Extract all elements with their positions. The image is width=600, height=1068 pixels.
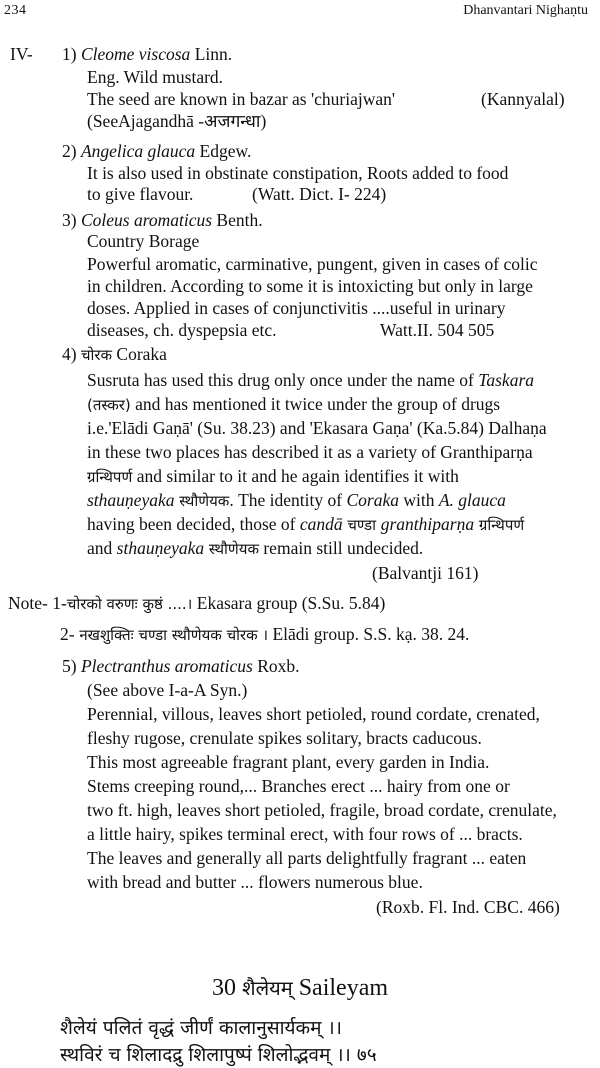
entry-3-ref: Watt.II. 504 505 bbox=[380, 320, 495, 340]
entry-4-heading: 4) चोरक Coraka bbox=[62, 344, 167, 364]
entry-4-line: (तस्कर) and has mentioned it twice under the group of drugs bbox=[87, 394, 501, 414]
entry-5-line: Stems creeping round,... Branches erect ... hairy from one or bbox=[87, 776, 510, 796]
entry-4-line: Susruta has used this drug only once under the name of Taskara bbox=[87, 370, 535, 390]
entry-5-line: Perennial, villous, leaves short petioled, round cordate, crenated, bbox=[87, 704, 540, 724]
entry-3-line: Country Borage bbox=[87, 231, 200, 251]
verse-line: स्थविरं च शिलादद्रु शिलापुष्पं शिलोद्भवम् ।। ७५ bbox=[60, 1044, 377, 1066]
entry-3-line: doses. Applied in cases of conjunctivitis ....useful in urinary bbox=[87, 298, 506, 318]
entry-2-heading: 2) Angelica glauca Edgew. bbox=[62, 141, 252, 161]
entry-3-species: Coleus aromaticus bbox=[80, 210, 213, 230]
entry-5-species: Plectranthus aromaticus bbox=[80, 656, 253, 676]
entry-2-species: Angelica glauca bbox=[80, 141, 196, 161]
entry-4-line: in these two places has described it as a variety of Granthiparṇa bbox=[87, 442, 533, 462]
entry-5-line: a little hairy, spikes terminal erect, with four rows of ... bracts. bbox=[87, 824, 523, 844]
entry-5-line: The leaves and generally all parts delightfully fragrant ... eaten bbox=[87, 848, 527, 868]
entry-3-line: in children. According to some it is intoxicting but only in large bbox=[87, 276, 533, 296]
entry-5-line: (See above I-a-A Syn.) bbox=[87, 680, 248, 700]
entry-5-line: This most agreeable fragrant plant, every garden in India. bbox=[87, 752, 490, 772]
entry-1-line: Eng. Wild mustard. bbox=[87, 67, 224, 87]
running-title: Dhanvantari Nighaṇtu bbox=[463, 3, 588, 18]
entry-5-line: two ft. high, leaves short petioled, fragile, broad cordate, crenulate, bbox=[87, 800, 557, 820]
entry-5-ref: (Roxb. Fl. Ind. CBC. 466) bbox=[376, 897, 560, 917]
entry-4-ref: (Balvantji 161) bbox=[372, 563, 479, 583]
entry-1-species: Cleome viscosa bbox=[80, 44, 191, 64]
entry-1-ref: (Kannyalal) bbox=[481, 89, 565, 109]
note-1: Note- 1-चोरको वरुणः कुष्ठं ....। Ekasara group (S.Su. 5.84) bbox=[8, 593, 386, 613]
entry-1-heading: 1) Cleome viscosa Linn. bbox=[62, 44, 233, 64]
entry-2-line: to give flavour. bbox=[87, 184, 194, 204]
verse-line: शैलेयं पलितं वृद्धं जीर्णं कालानुसार्यकम् ।। bbox=[60, 1017, 342, 1039]
entry-4-line: and sthauṇeyaka स्थौणेयक remain still undecided. bbox=[87, 538, 424, 558]
entry-3-heading: 3) Coleus aromaticus Benth. bbox=[62, 210, 263, 230]
entry-4-line: sthauṇeyaka स्थौणेयक. The identity of Coraka with A. glauca bbox=[87, 490, 506, 510]
entry-5-line: fleshy rugose, crenulate spikes solitary, bracts caducous. bbox=[87, 728, 482, 748]
section-heading: 30 शैलेयम् Saileyam bbox=[211, 975, 389, 1001]
entry-5-line: with bread and butter ... flowers numerous blue. bbox=[87, 872, 423, 892]
entry-4-line: ग्रन्थिपर्ण and similar to it and he again identifies it with bbox=[87, 466, 459, 486]
entry-1-line: (SeeAjagandhā -अजगन्धा) bbox=[87, 111, 267, 131]
entry-3-line: diseases, ch. dyspepsia etc. bbox=[87, 320, 277, 340]
entry-4-line: having been decided, those of candā चण्डा granthiparṇa ग्रन्थिपर्ण bbox=[87, 514, 525, 534]
entry-1-line: The seed are known in bazar as 'churiajwan' bbox=[87, 89, 396, 109]
entry-4-line: i.e.'Elādi Gaṇā' (Su. 38.23) and 'Ekasara Gaṇa' (Ka.5.84) Dalhaṇa bbox=[87, 418, 547, 438]
page-number: 234 bbox=[4, 3, 27, 18]
page-header bbox=[0, 0, 600, 26]
note-2: 2- नखशुक्तिः चण्डा स्थौणेयक चोरक । Elādi group. S.S. kạ. 38. 24. bbox=[60, 624, 470, 644]
entry-5-heading: 5) Plectranthus aromaticus Roxb. bbox=[62, 656, 300, 676]
entry-2-ref: (Watt. Dict. I- 224) bbox=[252, 184, 387, 204]
entry-2-line: It is also used in obstinate constipation, Roots added to food bbox=[87, 163, 509, 183]
group-label: IV- bbox=[10, 44, 33, 64]
entry-3-line: Powerful aromatic, carminative, pungent, given in cases of colic bbox=[87, 254, 538, 274]
